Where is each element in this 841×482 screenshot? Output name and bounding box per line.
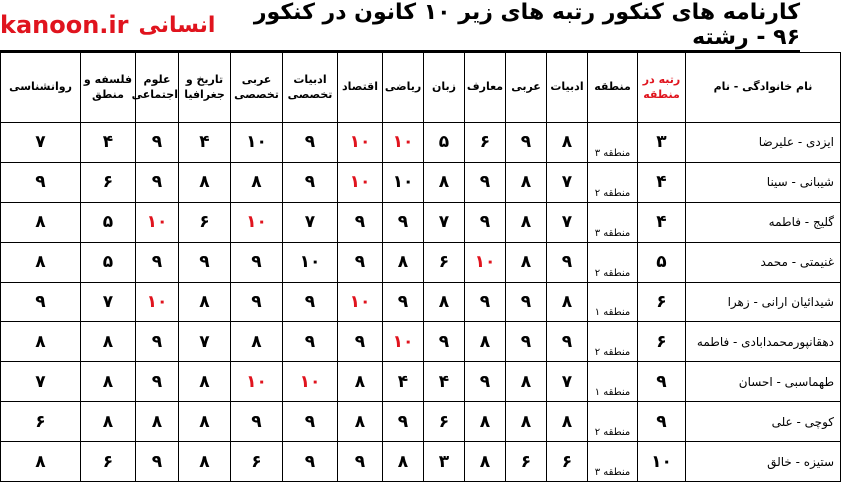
score-cell: ۹ <box>136 322 179 362</box>
score-cell: ۸ <box>179 162 231 202</box>
score-cell: ۸ <box>179 282 231 322</box>
student-name-cell: دهقانپورمحمدابادی - فاطمه <box>686 322 841 362</box>
region-cell: منطقه ۲ <box>588 322 638 362</box>
student-name-cell: ایزدی - علیرضا <box>686 123 841 163</box>
site-link[interactable]: kanoon.ir <box>0 11 129 39</box>
score-cell: ۱۰ <box>383 322 424 362</box>
score-cell: ۱۰ <box>383 162 424 202</box>
score-cell: ۸ <box>465 402 506 442</box>
score-cell: ۸ <box>81 402 136 442</box>
score-cell: ۸ <box>506 202 547 242</box>
student-name-cell: طهماسبی - احسان <box>686 362 841 402</box>
score-cell: ۱۰ <box>136 202 179 242</box>
table-row <box>1 123 841 163</box>
score-cell: ۸ <box>81 362 136 402</box>
score-cell: ۱۰ <box>231 123 283 163</box>
rank-cell: ۶ <box>638 322 686 362</box>
region-cell: منطقه ۳ <box>588 202 638 242</box>
score-cell: ۷ <box>547 202 588 242</box>
score-cell: ۹ <box>506 123 547 163</box>
score-cell: ۷ <box>424 202 465 242</box>
score-cell: ۶ <box>506 442 547 482</box>
header-row <box>1 53 841 123</box>
score-cell: ۴ <box>179 123 231 163</box>
score-cell: ۹ <box>231 282 283 322</box>
rank-cell: ۹ <box>638 402 686 442</box>
score-cell: ۶ <box>424 242 465 282</box>
results-table <box>0 52 841 482</box>
table-row <box>1 322 841 362</box>
region-cell: منطقه ۲ <box>588 402 638 442</box>
score-cell: ۱۰ <box>136 282 179 322</box>
score-cell: ۶ <box>465 123 506 163</box>
table-row <box>1 162 841 202</box>
score-cell: ۷ <box>179 322 231 362</box>
rank-cell: ۴ <box>638 162 686 202</box>
rank-cell: ۶ <box>638 282 686 322</box>
region-cell: منطقه ۲ <box>588 162 638 202</box>
score-cell: ۹ <box>283 282 338 322</box>
student-name-cell: گلیج - فاطمه <box>686 202 841 242</box>
header-falsafe-mantegh: فلسفه و منطق <box>81 53 136 123</box>
score-cell: ۴ <box>383 362 424 402</box>
score-cell: ۵ <box>424 123 465 163</box>
header-name: نام خانوادگی - نام <box>686 53 841 123</box>
header-riazi: ریاضی <box>383 53 424 123</box>
score-cell: ۱۰ <box>383 123 424 163</box>
table-row <box>1 202 841 242</box>
header-region: منطقه <box>588 53 638 123</box>
score-cell: ۷ <box>1 123 81 163</box>
score-cell: ۶ <box>424 402 465 442</box>
score-cell: ۹ <box>283 442 338 482</box>
score-cell: ۸ <box>1 242 81 282</box>
score-cell: ۱۰ <box>338 282 383 322</box>
table-row <box>1 242 841 282</box>
score-cell: ۸ <box>465 442 506 482</box>
score-cell: ۸ <box>506 402 547 442</box>
score-cell: ۹ <box>136 123 179 163</box>
header-olum-ejtemai: علوم اجتماعی <box>136 53 179 123</box>
header-arabi-takhasosi: عربی تخصصی <box>231 53 283 123</box>
rank-cell: ۹ <box>638 362 686 402</box>
score-cell: ۸ <box>231 162 283 202</box>
score-cell: ۷ <box>547 162 588 202</box>
page-title: کارنامه های کنکور رتبه های زیر ۱۰ کانون در کنکور ۹۶ - رشته <box>253 0 800 50</box>
rank-cell: ۱۰ <box>638 442 686 482</box>
header-eghtesad: اقتصاد <box>338 53 383 123</box>
score-cell: ۴ <box>81 123 136 163</box>
score-cell: ۹ <box>1 162 81 202</box>
rank-cell: ۴ <box>638 202 686 242</box>
score-cell: ۱۰ <box>283 362 338 402</box>
score-cell: ۹ <box>338 202 383 242</box>
score-cell: ۸ <box>383 442 424 482</box>
table-row <box>1 362 841 402</box>
score-cell: ۹ <box>465 282 506 322</box>
score-cell: ۹ <box>465 202 506 242</box>
score-cell: ۸ <box>1 202 81 242</box>
score-cell: ۸ <box>465 322 506 362</box>
score-cell: ۹ <box>547 242 588 282</box>
score-cell: ۹ <box>1 282 81 322</box>
rank-cell: ۵ <box>638 242 686 282</box>
score-cell: ۹ <box>465 162 506 202</box>
score-cell: ۱۰ <box>338 162 383 202</box>
table-row <box>1 282 841 322</box>
score-cell: ۹ <box>136 242 179 282</box>
score-cell: ۸ <box>1 442 81 482</box>
score-cell: ۸ <box>81 322 136 362</box>
header-ravanshenasi: روانشناسی <box>1 53 81 123</box>
region-cell: منطقه ۱ <box>588 362 638 402</box>
score-cell: ۶ <box>547 442 588 482</box>
header-arabi: عربی <box>506 53 547 123</box>
score-cell: ۸ <box>1 322 81 362</box>
score-cell: ۹ <box>383 402 424 442</box>
score-cell: ۸ <box>547 282 588 322</box>
score-cell: ۵ <box>81 202 136 242</box>
score-cell: ۸ <box>338 362 383 402</box>
header-tarikh-joghrafia: تاریخ و جغرافیا <box>179 53 231 123</box>
score-cell: ۸ <box>424 162 465 202</box>
student-name-cell: کوچی - علی <box>686 402 841 442</box>
table-body <box>1 123 841 482</box>
rank-cell: ۳ <box>638 123 686 163</box>
score-cell: ۹ <box>283 322 338 362</box>
table-row <box>1 402 841 442</box>
student-name-cell: غنیمتی - محمد <box>686 242 841 282</box>
field-title: انسانی <box>138 12 216 38</box>
student-name-cell: شیبانی - سینا <box>686 162 841 202</box>
score-cell: ۹ <box>231 402 283 442</box>
score-cell: ۱۰ <box>231 362 283 402</box>
score-cell: ۴ <box>424 362 465 402</box>
score-cell: ۸ <box>506 242 547 282</box>
region-cell: منطقه ۳ <box>588 123 638 163</box>
score-cell: ۶ <box>231 442 283 482</box>
score-cell: ۹ <box>179 242 231 282</box>
table-row <box>1 442 841 482</box>
student-name-cell: ستیزه - خالق <box>686 442 841 482</box>
score-cell: ۶ <box>81 162 136 202</box>
score-cell: ۱۰ <box>338 123 383 163</box>
score-cell: ۸ <box>231 322 283 362</box>
header-maaref: معارف <box>465 53 506 123</box>
score-cell: ۸ <box>179 362 231 402</box>
score-cell: ۷ <box>547 362 588 402</box>
title-bar <box>0 0 800 52</box>
score-cell: ۹ <box>383 202 424 242</box>
score-cell: ۹ <box>338 242 383 282</box>
score-cell: ۱۰ <box>283 242 338 282</box>
score-cell: ۷ <box>283 202 338 242</box>
region-cell: منطقه ۳ <box>588 442 638 482</box>
score-cell: ۹ <box>506 282 547 322</box>
score-cell: ۸ <box>383 242 424 282</box>
score-cell: ۹ <box>338 442 383 482</box>
score-cell: ۸ <box>179 442 231 482</box>
score-cell: ۷ <box>1 362 81 402</box>
score-cell: ۹ <box>136 162 179 202</box>
score-cell: ۸ <box>179 402 231 442</box>
score-cell: ۸ <box>506 162 547 202</box>
score-cell: ۹ <box>506 322 547 362</box>
score-cell: ۹ <box>136 442 179 482</box>
student-name-cell: شیدائیان ارانی - زهرا <box>686 282 841 322</box>
score-cell: ۹ <box>424 322 465 362</box>
score-cell: ۹ <box>283 123 338 163</box>
score-cell: ۸ <box>136 402 179 442</box>
score-cell: ۹ <box>383 282 424 322</box>
header-adabiat-takhasosi: ادبیات تخصصی <box>283 53 338 123</box>
score-cell: ۵ <box>81 242 136 282</box>
score-cell: ۳ <box>424 442 465 482</box>
score-cell: ۷ <box>81 282 136 322</box>
header-rank: رتبه در منطقه <box>638 53 686 123</box>
score-cell: ۹ <box>547 322 588 362</box>
score-cell: ۶ <box>81 442 136 482</box>
header-adabiat: ادبیات <box>547 53 588 123</box>
score-cell: ۸ <box>547 402 588 442</box>
score-cell: ۹ <box>338 322 383 362</box>
score-cell: ۱۰ <box>231 202 283 242</box>
header-zaban: زبان <box>424 53 465 123</box>
score-cell: ۹ <box>136 362 179 402</box>
score-cell: ۹ <box>231 242 283 282</box>
score-cell: ۶ <box>179 202 231 242</box>
score-cell: ۱۰ <box>465 242 506 282</box>
score-cell: ۹ <box>283 402 338 442</box>
score-cell: ۹ <box>283 162 338 202</box>
score-cell: ۹ <box>465 362 506 402</box>
score-cell: ۸ <box>547 123 588 163</box>
score-cell: ۸ <box>424 282 465 322</box>
region-cell: منطقه ۱ <box>588 282 638 322</box>
score-cell: ۶ <box>1 402 81 442</box>
score-cell: ۸ <box>338 402 383 442</box>
region-cell: منطقه ۲ <box>588 242 638 282</box>
score-cell: ۸ <box>506 362 547 402</box>
